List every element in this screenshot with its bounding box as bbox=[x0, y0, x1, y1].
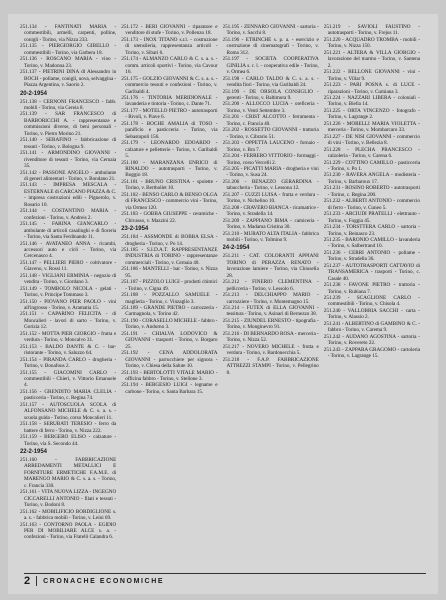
date-heading: 22-2-1954 bbox=[20, 449, 47, 455]
registry-entry: 251.223 - PARI POSNA s. di LUCE - riparazioni - Torino, v. Cumiana 3. bbox=[323, 82, 420, 95]
registry-entry: 251.237 - AUTOTRASPORTI CATTAVIO di TRANSAMERICA - trasporti - Torino, c. Casale 40. bbox=[323, 262, 420, 282]
date-heading: 23-2-1954 bbox=[121, 226, 149, 233]
registry-entry: 251.216 - DI BERNARDO ROSA - merceria - Torino, v. Nizza 52. bbox=[222, 330, 319, 344]
registry-entry: 251.158 - SERUBATI TERESIO - ferro da battere di ferro - Torino, v. Nizza 222. bbox=[20, 421, 117, 434]
page-footer bbox=[24, 573, 426, 588]
registry-entry: 251.187 - PIZZOLO LUIGI - prodotti chimici - Torino, v. Cigna 49. bbox=[121, 279, 218, 292]
registry-entry: 251.139 - SAR FRANCESCO di BARBORICCHI A. - rappresentanze e commissioni diverse, di beni personali - Torino, v. Pietro Morino 21. bbox=[20, 111, 117, 137]
registry-entry: 251.186 - MANTELLI - bar - Torino, v. Nizza 95. bbox=[121, 266, 218, 279]
registry-entry: 251.138 - CERNONI FRANCESCO - fabb. mobili - Torino, via Cereia 8. bbox=[20, 98, 117, 111]
registry-entry: 251.235 - BARONIO CAMILLO - lavanderia - Torino, v. Salbertrand 10. bbox=[323, 236, 420, 250]
registry-entry: 251.192 - CENA ADDOLORATA GIOVANNI - parrucchiere per signora - Torino, v. Chiesa della Salute 10. bbox=[121, 350, 218, 370]
registry-entry: 251.215 - ZIUNDEL ERNESTO - tipografia - Torino, v. Monginevro 91. bbox=[222, 317, 319, 331]
registry-entry: 251.188 - POZZALLO SAMUELE - maglieria - Torino, c. Vinzaglio 3. bbox=[121, 292, 218, 305]
registry-entry: 251.146 - AVATANEO ANNA - ricambi, accessori auto e cicli - Torino, via Cercenasco 4. bbox=[20, 240, 117, 260]
registry-entry: 251.239 - SCAGLIONE CARLO - commestibili - Torino, v. Chisola 4. bbox=[323, 295, 420, 308]
registry-entry: 251.214 - FUTEX di ELLA GIOVANNI - tessitura - Torino, v. Asinari di Bernezzo 38. bbox=[222, 305, 319, 318]
registry-entry: 251.233 - ARCIUDI PRATELLI - elettrauto - Torino, v. Foggia 45. bbox=[323, 211, 420, 224]
registry-entry: 251.153 - BALDO DANTE & C. - bar-ristorante - Torino, v. Saluzzo 64. bbox=[20, 343, 117, 357]
registry-entry: 251.206 - BENAZZO GERARDINA - tabaccheria - Torino, v. Lessona 12. bbox=[222, 178, 319, 192]
registry-entry: 251.144 - COSTANTINO MARIA - confezioni - Torino, v. Andreis 2. bbox=[20, 208, 117, 221]
date-heading: 24-2-1954 bbox=[222, 245, 250, 252]
registry-entry: 251.140 - SERAFINO - fabbricazione di tessuti - Torino, v. Bologna 9. bbox=[20, 137, 117, 150]
registry-entry: 251.147 - PELLIERI PIERO - coltivatore - Giaveno, v. Rossi 11. bbox=[20, 259, 117, 273]
registry-entry: 251.135 - PIERGIORGIO GIBELLO - commestibili - Torino, via Garbera 18. bbox=[20, 43, 117, 56]
registry-entry: 251.179 - LEONARDO EDOARDO - calzature e pelletterie - Torino, v. Garibaldi 5. bbox=[121, 140, 218, 160]
column-1 bbox=[20, 24, 116, 572]
registry-entry: 251.150 - PIOVANO PIER PAOLO - vini all'ingrosso - Torino, v. Aramatia 15. bbox=[20, 298, 117, 312]
registry-entry: 251.177 - MOTELLO PIETRO - autotrasporti - Rivoli, v. Piave 6. bbox=[121, 107, 218, 121]
registry-entry: 251.163 - CONTORNO PAOLA - EGIDIO PER DI MOBILIARE ALCE s. a. - confezioni - Torino, via Fratelli Calandra 6. bbox=[20, 521, 117, 541]
registry-entry: 251.155 - GIACOMINI CARLO - commestibili - Chieri, v. Vittorio Emanuele 4. bbox=[20, 369, 117, 389]
registry-entry: 251.211 - CAT. COLORANTI APPIANI TORINO di PERAZZA RENATO - lavorazione lamiere - Torino, via Chiusella 28. bbox=[222, 253, 319, 279]
registry-entry: 251.210 - MURATO ALTA ITALIA - fabbrica mobili - Torino, v. Tolmino 9. bbox=[222, 230, 319, 243]
registry-columns bbox=[20, 24, 420, 572]
registry-entry: 251.148 - VIGLIANI ERMINIA - negozio di vendita - Torino, v. Giordano 3. bbox=[20, 272, 117, 286]
registry-entry: 251.142 - PASSONE ANGELO - ambulante di generi alimentari - Torino, v. Bondano 21. bbox=[20, 169, 117, 182]
registry-entry: 251.149 - TOMBOLO NICOLA - gelati - Torino, v. Principe Tommaso 3. bbox=[20, 285, 117, 299]
registry-entry: 251.185 - S.I.D.A.T. RAPPRESENTANZE INDUSTRIA di TORINO - rappresentanze commerciali - Torino, v. Cernaia 40. bbox=[121, 246, 218, 266]
registry-entry: 251.137 - PIETRINI DINA dl Alessandro in BOCH - pollame, conigli, uova, selvaggina - Piazza Argentina, v. Saorio 2. bbox=[20, 69, 117, 89]
registry-entry: 251.232 - ALBERTI ANTONIO - commercio di ferro - Torino, v. Cuneo 5. bbox=[323, 198, 420, 211]
registry-entry: 251.227 - DE NISI GIOVANNI - commercio di vini - Torino, v. Bellezia 8. bbox=[323, 133, 420, 147]
registry-entry: 251.242 - AUDANO AGOSTINA - sartoria - Torino, v. Rovereto 22. bbox=[323, 333, 420, 347]
registry-entry: 251.173 - INOX TITANO s.r.l. - costruzione di utensileria, rappresentanza articoli - Torino, v. Sibari 6. bbox=[121, 36, 218, 56]
registry-entry: 251.209 - ZAPPIANO IRMA - camiceria - Torino, v. Madama Cristina 30. bbox=[222, 217, 319, 231]
registry-entry: 251.198 - CARLO TALDO & C. s. a. s. - vendita fiori - Torino, via Garibaldi 24. bbox=[222, 75, 319, 89]
registry-entry: 251.157 - AUTOSCUOLA SCOLA di ALFONSANO MICHELE & C. s. a. s. - scuola guida - Torino, corso Moncalieri 11. bbox=[20, 401, 117, 421]
registry-entry: 251.203 - OPPETTA LAUCENO - fornaio - Torino, v. Bra 7. bbox=[222, 140, 319, 153]
registry-entry: 251.134 - FANTINATI MARIA - commestibili, armelli, carpenti, polline, conigli - Torino, via Nizza 233. bbox=[20, 24, 117, 43]
registry-entry: 251.222 - BELLONE GIOVANNI - vini - Torino, v. Villar 9. bbox=[323, 69, 420, 82]
registry-entry: 251.195 - ZENNARO GIOVANNI - sartoria - Torino, v. Sacchi 8. bbox=[222, 24, 319, 37]
registry-entry: 251.217 - NOVERO MICHELE - frutta e verdura - Torino, v. Bardonecchia 5. bbox=[222, 343, 319, 357]
registry-entry: 251.172 - BERI GIOVANNI - riparatore e venditore di stufe - Torino, v. Pollenzo 18. bbox=[121, 24, 218, 37]
registry-entry: 251.228 - PLECHA PRANCESCO - calzoleria - Torino, v. Carena 6. bbox=[323, 146, 420, 160]
registry-entry: 251.224 - NAZZARI LIBERA - coloniali - Torino, v. Biella 14. bbox=[323, 94, 420, 108]
registry-entry: 251.207 - CUZZI LUISA - frutta e verdura - Torino, v. Nichelino 10. bbox=[222, 191, 319, 205]
registry-entry: 251.229 - COTTINO CAMILLO - pasticceria - Torino, v. Po 1. bbox=[323, 159, 420, 172]
registry-entry: 251.156 - GRENDITO MARIA CLELIA - pasticceria - Torino, c. Regina 74. bbox=[20, 388, 117, 402]
registry-entry: 251.226 - MORELLI MARIA VIOLETTA - merceria - Torino, v. Mombarcaro 33. bbox=[323, 120, 420, 134]
registry-entry: 251.197 - SOCIETA COOPERATIVA GINILIA s. r. l. - cooperativa edile - Torino, v. Ormea 6. bbox=[222, 56, 319, 76]
registry-entry: 251.243 - ZAPPARA GRAGOMO - cartoleria - Torino, v. Lagrange 15. bbox=[323, 346, 420, 360]
registry-entry: 251.196 - ETRINCHE s. p. a. - esercizio e costruzione di cinematografi - Torino, v. Roma 312. bbox=[222, 36, 319, 56]
registry-entry: 251.161 - VITA NUOVA LIZZA - INGEGNO CICCARELLI ANTONIO - filati e tessuti - Torino, v. Bodoni 8. bbox=[20, 489, 117, 509]
registry-entry: 251.204 - FERRERO VITTORIO - formaggi - Torino, corso Vercelli 2. bbox=[222, 153, 319, 166]
registry-entry: 251.141 - ARMONDINO GIOVANNI - rivenditore di tessuti - Torino, via Cernaia 35. bbox=[20, 150, 117, 170]
registry-entry: 251.151 - CAPARINO FELICITA - di Moncalieri - lavori di sarto - Torino, v. Gorizia 12. bbox=[20, 311, 117, 331]
registry-entry: 251.193 - BERTOLOTTI VITALE MARIO - officina fabbro - Torino, v. Stellone 3. bbox=[121, 369, 218, 383]
registry-entry: 251.176 - TINTORIA MERIDIONALE - lavanderia e tintoria - Torino, c. Dante 71. bbox=[121, 94, 218, 108]
registry-entry: 251.201 - CRIST ALCOTTO - ferramenta - Torino, c. Francia 40. bbox=[222, 114, 319, 127]
column-3 bbox=[223, 24, 319, 572]
magazine-page bbox=[8, 14, 438, 594]
registry-entry: 251.182 - BENSO CARLO & BENSO OLGA di FRANCESCO - commercio vini - Torino, via Ormea 120. bbox=[121, 191, 218, 211]
registry-entry: 251.181 - BRUNO CRISTINA - spolette - Torino, v. Berthollet 10. bbox=[121, 178, 218, 192]
registry-entry: 251.199 - DE ORSOLA CONSIGLIO - gerenti - Torino, v. Baltimora 9. bbox=[222, 88, 319, 101]
registry-entry: 251.178 - BOCHE AMALIA di TOSO - panificio e pasticceria - Torino, via Sebastopoli 156. bbox=[121, 120, 218, 140]
registry-entry: 251.152 - MOTTA PIER GIORGIO - frutta e verdura - Torino, v. Moncalvo 31. bbox=[20, 330, 117, 344]
registry-entry: 251.219 - SAVIOLI FAUSTINO - autotrasporti - Torino, v. Frejus 11. bbox=[323, 24, 420, 37]
footer-divider bbox=[36, 576, 37, 586]
registry-entry: 251.174 - ALMANZO CARLO & C. s. a. s. - comm. articoli sportivi - Torino, via Cavour 16. bbox=[121, 56, 218, 76]
registry-entry: 251.220 - ACQUADRO TROMBA - mobili - Torino, v. Nizza 150. bbox=[323, 36, 420, 50]
registry-entry: 251.194 - BERGESIO LUIGI - legname e carbone - Torino, v. Santa Barbara 15. bbox=[121, 382, 218, 395]
registry-entry: 251.160 - FABBRICAZIONE ARREDAMENTI METALLICI E FORNITURE ERMETICHE F.A.M.E. di MARENGO MARIO & C. s. a. s. - Torino, c. Francia 330. bbox=[20, 457, 117, 489]
registry-entry: 251.231 - ROSINO ROBERTO - autotrasporti - Torino, c. Regina 200. bbox=[323, 185, 420, 198]
registry-entry: 251.240 - VALLOBRIA SACCHI - carta - Torino, v. Alassio 2. bbox=[323, 307, 420, 321]
registry-entry: 251.238 - FAVONE PIETRO - trattoria - Torino, v. Rubiana 7. bbox=[323, 282, 420, 295]
registry-entry: 251.154 - PIRANDA CARLO - drogheria - Torino, v. Bonafous 2. bbox=[20, 356, 117, 370]
registry-entry: 251.225 - ORTA VINCENZO - fotografo - Torino, v. Lagrange 2. bbox=[323, 107, 420, 121]
column-4 bbox=[324, 24, 420, 572]
registry-entry: 251.221 - ALTERA & VILLA GIORGIO - lavorazione del marmo - Torino, v. Santena 2. bbox=[323, 49, 420, 69]
registry-entry: 251.213 - DELCHIAPPO MARIO - carrozziere - Torino, v. Montemagno 15. bbox=[222, 292, 319, 305]
registry-entry: 251.202 - ROSSETTO GIOVANNI - trattoria - Torino, v. Cibrario 51. bbox=[222, 127, 319, 140]
registry-entry: 251.143 - IMPRESA MESCALA - ESTERNALE di CARCANO PIAZZA & C. - impresa costruzioni edili - Pignerolo, v. Rosario 10. bbox=[20, 182, 117, 208]
registry-entry: 251.234 - TORSTTERA CARLO - sartoria - Torino, v. Beinasco 23. bbox=[323, 224, 420, 237]
registry-entry: 251.212 - FINERIO CLEMENTINA - pellicceria - Torino, v. Lessolo 6. bbox=[222, 279, 319, 292]
registry-entry: 251.162 - MOBILIFICIO BORDIGLIONE s. a. s. - fabbrica mobili - Torino, v. Leini 69. bbox=[20, 508, 117, 522]
registry-entry: 251.205 - PICATTI MARIA - drogheria e vini - Torino, v. Susa 24. bbox=[222, 165, 319, 179]
page-number: 2 bbox=[24, 575, 31, 587]
registry-entry: 251.190 - CORASELLO MICHELE - fabbro - Torino, v. Andorno 3. bbox=[121, 317, 218, 331]
registry-entry: 251.208 - CRAVERO BIANCA - ricamatrice - Torino, v. Stradella 14. bbox=[222, 204, 319, 218]
registry-entry: 251.191 - CHIALVA LODOVICO & GIOVANNI - trasporti - Torino, v. Borgaro 25. bbox=[121, 330, 218, 350]
registry-entry: 251.241 - ALBERTINO di GAMBINO & C. - fabbro - Torino, v. Carema 9. bbox=[323, 320, 420, 334]
registry-entry: 251.183 - GOBBA GIUSEPPE - ceramiche - Chivasso, v. Mazzini 22. bbox=[121, 211, 218, 224]
registry-entry: 251.200 - ALLOCCO LUCIA - oreficeria - Torino, v. Venti Settembre 3. bbox=[222, 101, 319, 114]
registry-entry: 251.230 - RAVERA ANGELA - modisteria - Torino, v. Barbaroux 17. bbox=[323, 172, 420, 185]
date-heading: 20-2-1954 bbox=[20, 90, 47, 97]
registry-entry: 251.236 - CERRI ANTONIO - pollame - Torino, v. Stradella 36. bbox=[323, 249, 420, 263]
registry-entry: 251.184 - ASSMONDE di BOBBA ELSA - drogheria - Torino, v. Po 14. bbox=[121, 234, 218, 247]
registry-entry: 251.189 - GRANDE PIETRO - carrozzeria - Carmagnola, v. Torino 42. bbox=[121, 305, 218, 318]
registry-entry: 251.175 - GOLZIO GIOVANNI & C. s. a. s. - commercio tessuti e confezioni - Torino, v. Garibaldi 4. bbox=[121, 75, 218, 95]
column-2 bbox=[121, 24, 217, 572]
registry-entry: 251.159 - BERGERO ELISO - calzature - Torino, via S. Secondo 44. bbox=[20, 434, 117, 447]
registry-entry: 251.180 - MARANZANA ENRICO di RINALDO - autotrasporti - Torino, v. Boggio 18. bbox=[121, 159, 218, 179]
registry-entry: 251.145 - FARINA GIANCARLO - ambulante di articoli casalinghi e di fioreria - Torino, via Santa Ferdinando 11. bbox=[20, 221, 117, 241]
registry-entry: 251.136 - ROSCANO MARIA - vino - Torino, v. Madonna 23. bbox=[20, 56, 117, 69]
running-title: CRONACHE ECONOMICHE bbox=[43, 577, 165, 585]
registry-entry: 251.218 - F.A.P. FABBRICAZIONE ATTREZZI STAMPI - Torino, v. Pellegrino 8. bbox=[222, 356, 319, 376]
